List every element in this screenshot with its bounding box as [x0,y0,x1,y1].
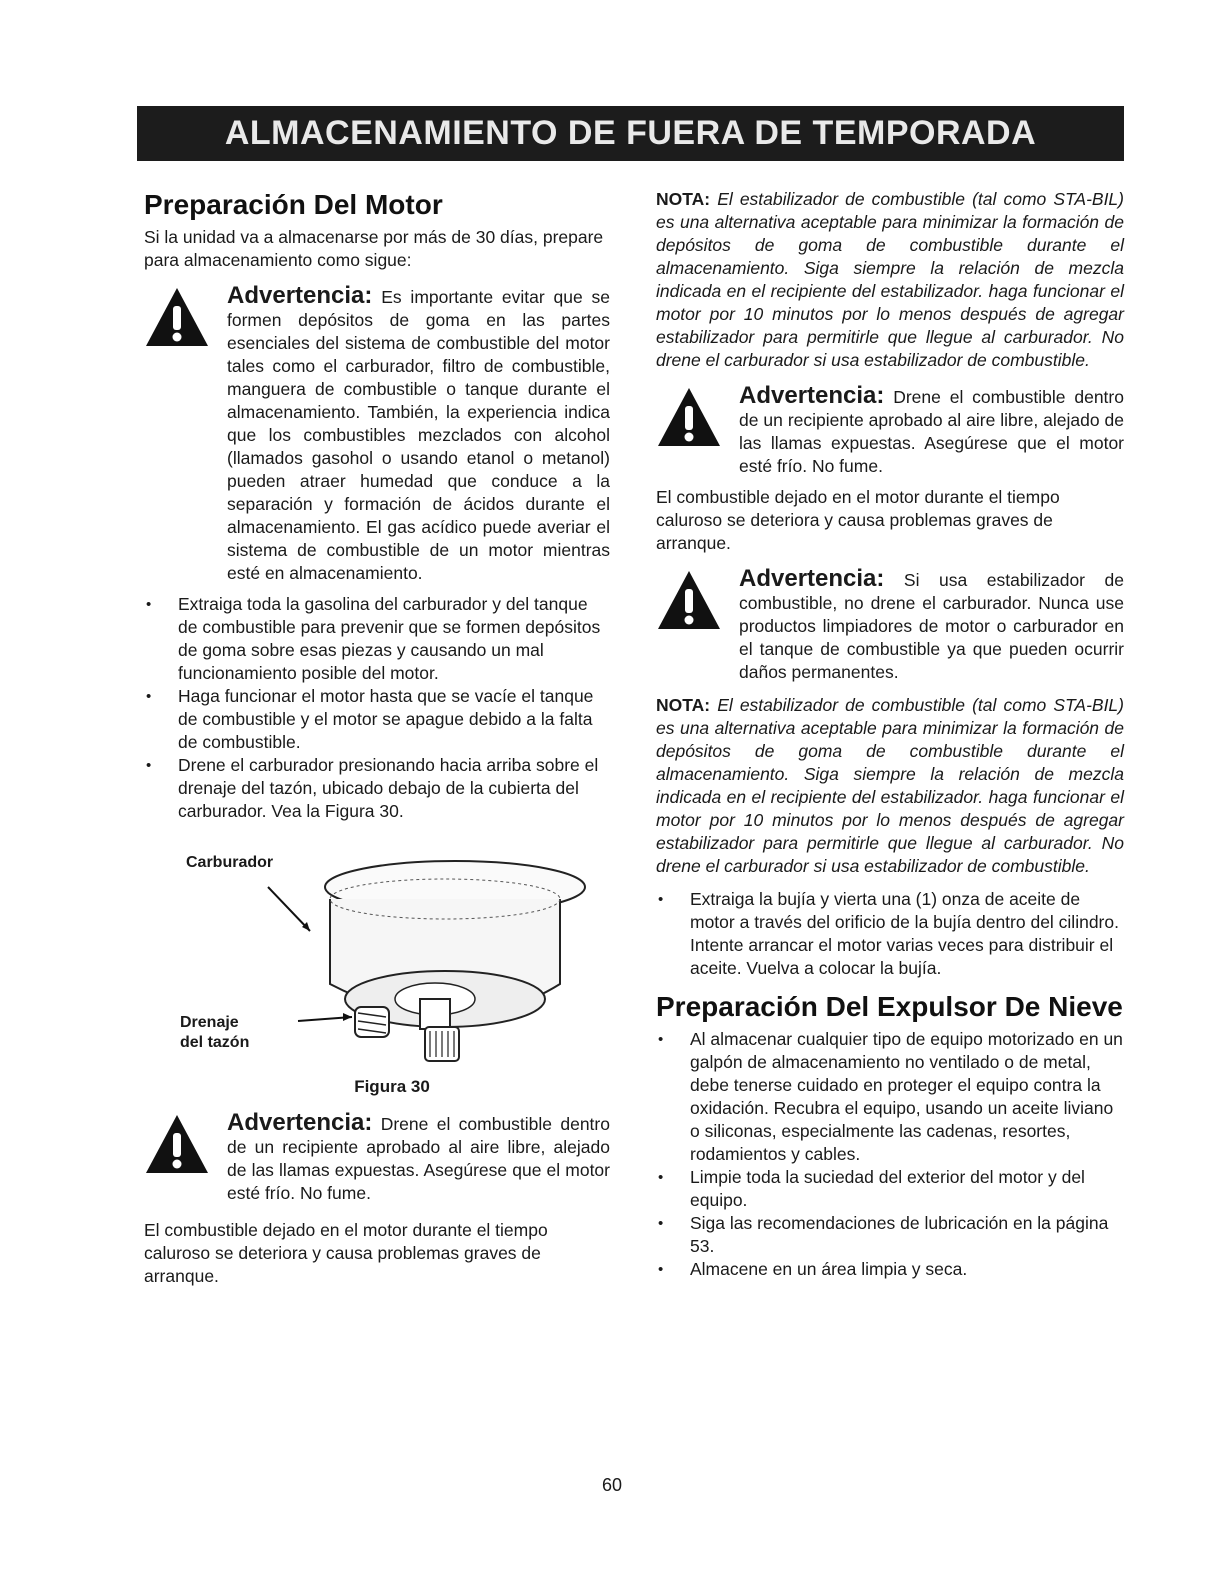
engine-steps-list [144,593,610,823]
snow-thrower-steps-list [656,1028,1124,1281]
note-block-1 [656,188,1124,372]
list-item: • Almacene en un área limpia y seca. [656,1258,1124,1281]
list-item: • Siga las recomendaciones de lubricación en la página 53. [656,1212,1124,1258]
figure-caption: Figura 30 [354,1077,430,1096]
figure-label-drain: Drenaje [180,1014,239,1031]
figure-label-carburetor: Carburador [186,854,274,871]
list-item: • Extraiga la bujía y vierta una (1) onza de aceite de motor a través del orificio de la bujía dentro del cilindro. Intente arrancar el motor varias veces para distribuir el aceite. Vuelva a colocar la bujía. [656,888,1124,980]
warning-title: Advertencia: [739,565,885,592]
warning-body: Es importante evitar que se formen depósitos de goma en las partes esenciales del sistema de combustible del motor tales como el carburador, filtro de combustible, manguera de combustible o tanque durante el almacenamiento. También, la experiencia indica que los combustibles mezclados con alcohol (llamados gasohol o usando etanol o metanol) pueden atraer humedad que conduce a la separación y formación de ácidos durante el almacenamiento. El gas acídico puede averiar el sistema de combustible de un motor mientras esté en almacenamiento. [227,287,610,583]
warning-block-3 [656,384,1124,478]
page-number: 60 [601,1475,623,1495]
spark-plug-list [656,888,1124,980]
section-heading-engine: Preparación Del Motor [144,189,443,220]
left-column [144,188,610,1288]
intro-text: Si la unidad va a almacenarse por más de 30 días, prepare para almacenamiento como sigue: [144,227,604,270]
warning-title: Advertencia: [227,282,373,309]
right-column [656,188,1124,1281]
warning-title: Advertencia: [227,1109,373,1136]
list-item: • Haga funcionar el motor hasta que se vacíe el tanque de combustible y el motor se apague debido a la falta de combustible. [144,685,610,754]
warning-triangle-icon [656,569,722,631]
list-item: • Extraiga toda la gasolina del carburador y del tanque de combustible para prevenir que se formen depósitos de goma sobre esas piezas y causando un mal funcionamiento posible del motor. [144,593,610,685]
closing-text: El combustible dejado en el motor durante el tiempo caluroso se deteriora y causa problemas graves de arranque. [144,1220,548,1286]
figure-30-carburetor-diagram [180,839,590,1069]
warning-body: Si usa estabilizador de combustible, no drene el carburador. Nunca use productos limpiadores de motor o carburador en el tanque de combustible ya que pueden ocurrir daños permanentes. [739,570,1124,682]
list-item: • Limpie toda la suciedad del exterior del motor y del equipo. [656,1166,1124,1212]
page-title-banner: ALMACENAMIENTO DE FUERA DE TEMPORADA [137,106,1124,161]
note-label: NOTA: [656,695,711,715]
list-item: • Drene el carburador presionando hacia arriba sobre el drenaje del tazón, ubicado debajo de la cubierta del carburador. Vea la Figura 30. [144,754,610,823]
note-body: El estabilizador de combustible (tal como STA-BIL) es una alternativa aceptable para minimizar la formación de depósitos de goma de combustible durante el almacenamiento. Siga siempre la relación de mezcla indicada en el recipiente del estabilizador. haga funcionar el motor por 10 minutos por lo menos después de agregar estabilizador para permitirle que llegue al carburador. No drene el carburador si usa estabilizador de combustible. [656,695,1124,876]
warning-title: Advertencia: [739,382,885,409]
fuel-deterioration-text: El combustible dejado en el motor durante el tiempo caluroso se deteriora y causa problemas graves de arranque. [656,487,1060,553]
warning-triangle-icon [656,386,722,448]
warning-block-1 [144,284,610,585]
figure-label-drain-line2: del tazón [180,1034,250,1051]
note-body: El estabilizador de combustible (tal como STA-BIL) es una alternativa aceptable para minimizar la formación de depósitos de goma de combustible durante el almacenamiento. Siga siempre la relación de mezcla indicada en el recipiente del estabilizador. haga funcionar el motor por 10 minutos por lo menos después de agregar estabilizador para permitirle que llegue al carburador. No drene el carburador si usa estabilizador de combustible. [656,189,1124,370]
section-heading-snow-thrower: Preparación Del Expulsor De Nieve [656,991,1123,1022]
list-item: • Al almacenar cualquier tipo de equipo motorizado en un galpón de almacenamiento no ventilado o de metal, debe tenerse cuidado en proteger el equipo contra la oxidación. Recubra el equipo, usando un aceite liviano o siliconas, especialmente las cadenas, resortes, rodamientos y cables. [656,1028,1124,1166]
warning-body: Drene el combustible dentro de un recipiente aprobado al aire libre, alejado de las llamas expuestas. Asegúrese que el motor esté frío. No fume. [739,387,1124,476]
warning-triangle-icon [144,1113,210,1175]
warning-triangle-icon [144,286,210,348]
warning-block-4 [656,567,1124,684]
note-block-2 [656,694,1124,878]
note-label: NOTA: [656,189,711,209]
warning-block-2 [144,1111,610,1205]
warning-body: Drene el combustible dentro de un recipiente aprobado al aire libre, alejado de las llamas expuestas. Asegúrese que el motor esté frío. No fume. [227,1114,610,1203]
